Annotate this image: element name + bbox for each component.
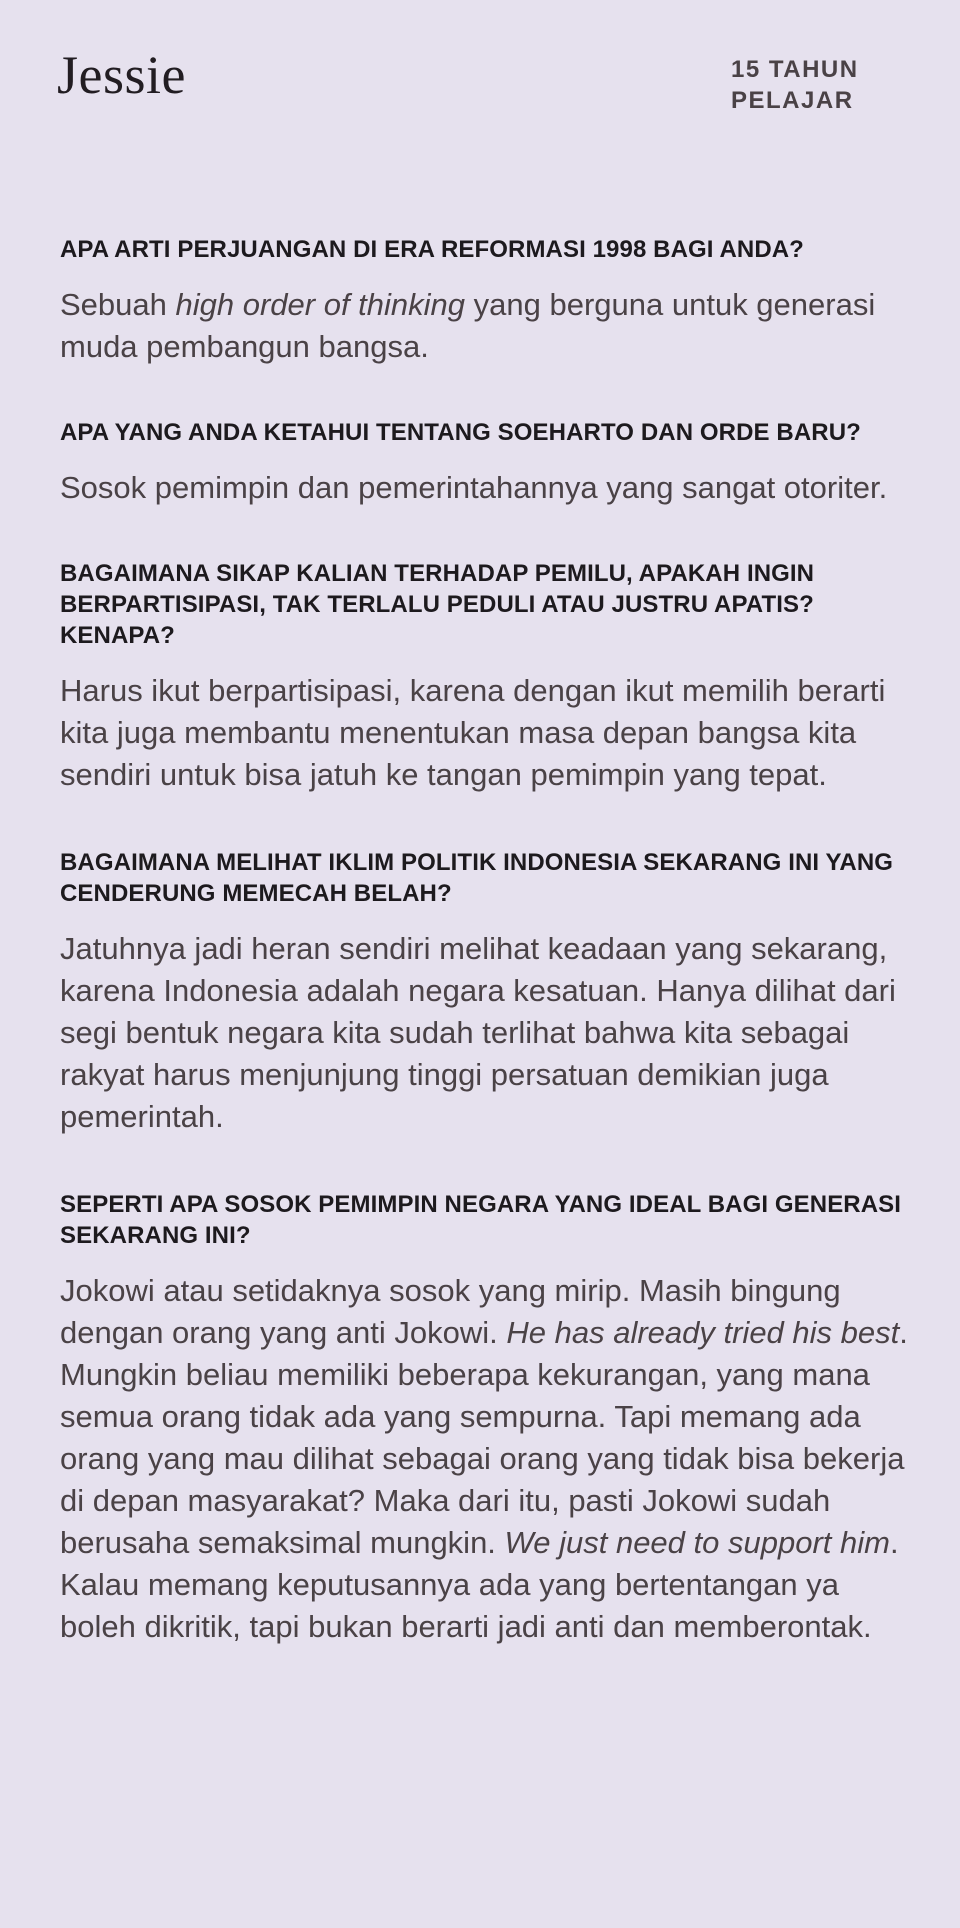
answer bbox=[60, 467, 910, 509]
answer-text: . Mungkin beliau memiliki beberapa kekurangan, yang mana semua orang tidak ada yang sempurna. Tapi memang ada orang yang mau dilihat sebagai orang yang tidak bisa bekerja di depan masyarakat? Maka dari itu, pasti Jokowi sudah berusaha semaksimal mungkin. bbox=[60, 1315, 908, 1560]
qa-item bbox=[60, 1189, 910, 1648]
question: SEPERTI APA SOSOK PEMIMPIN NEGARA YANG IDEAL BAGI GENERASI SEKARANG INI? bbox=[60, 1191, 902, 1249]
answer-text: Jokowi atau setidaknya sosok yang mirip. Masih bingung dengan orang yang anti Jokowi. bbox=[60, 1273, 841, 1350]
interviewee-age: 15 TAHUN bbox=[731, 56, 859, 83]
question: APA ARTI PERJUANGAN DI ERA REFORMASI 1998 BAGI ANDA? bbox=[60, 236, 804, 263]
answer-text: . Kalau memang keputusannya ada yang bertentangan ya boleh dikritik, tapi bukan berarti jadi anti dan memberontak. bbox=[60, 1525, 899, 1644]
interviewee-meta bbox=[731, 54, 859, 116]
interviewee-name: Jessie bbox=[57, 45, 186, 105]
header bbox=[0, 0, 960, 140]
question: BAGAIMANA MELIHAT IKLIM POLITIK INDONESIA SEKARANG INI YANG CENDERUNG MEMECAH BELAH? bbox=[60, 849, 894, 907]
question: BAGAIMANA SIKAP KALIAN TERHADAP PEMILU, APAKAH INGIN BERPARTISIPASI, TAK TERLALU PEDULI ATAU JUSTRU APATIS? KENAPA? bbox=[60, 560, 815, 649]
answer bbox=[60, 284, 910, 368]
question: APA YANG ANDA KETAHUI TENTANG SOEHARTO DAN ORDE BARU? bbox=[60, 419, 861, 446]
qa-item bbox=[60, 847, 910, 1138]
answer-text-italic: high order of thinking bbox=[175, 287, 466, 322]
answer-text: Sebuah bbox=[60, 287, 176, 322]
interviewee-role: PELAJAR bbox=[731, 87, 854, 114]
answer-text: Harus ikut berpartisipasi, karena dengan ikut memilih berarti kita juga membantu menentukan masa depan bangsa kita sendiri untuk bisa jatuh ke tangan pemimpin yang tepat. bbox=[60, 673, 886, 792]
answer-text-italic: We just need to support him bbox=[504, 1525, 890, 1560]
answer bbox=[60, 670, 910, 796]
answer bbox=[60, 1270, 910, 1648]
qa-list bbox=[60, 234, 910, 1648]
answer-text: Jatuhnya jadi heran sendiri melihat keadaan yang sekarang, karena Indonesia adalah negara kesatuan. Hanya dilihat dari segi bentuk negara kita sudah terlihat bahwa kita sebagai rakyat harus menjunjung tinggi persatuan demikian juga pemerintah. bbox=[60, 931, 896, 1134]
answer-text: Sosok pemimpin dan pemerintahannya yang sangat otoriter. bbox=[60, 470, 888, 505]
qa-item bbox=[60, 417, 910, 509]
answer-text-italic: He has already tried his best bbox=[506, 1315, 900, 1350]
answer bbox=[60, 928, 910, 1138]
answer-text: yang berguna untuk generasi muda pembangun bangsa. bbox=[60, 287, 876, 364]
qa-item bbox=[60, 234, 910, 368]
qa-item bbox=[60, 558, 910, 796]
